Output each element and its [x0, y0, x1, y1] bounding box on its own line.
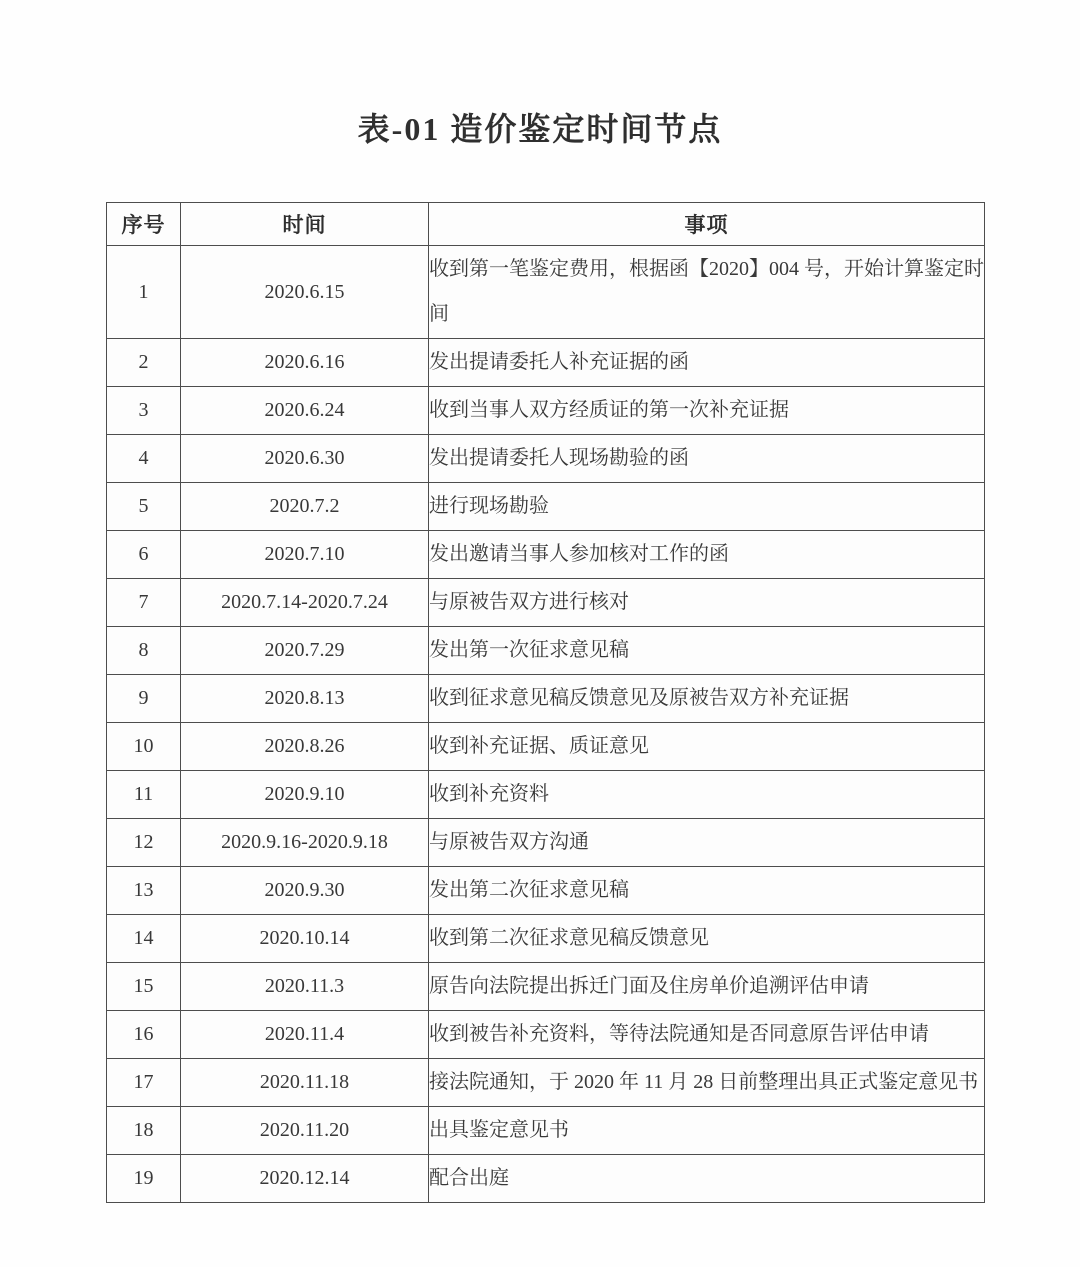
table-row: [107, 531, 985, 579]
cell-no: 9: [107, 675, 181, 723]
table-row: [107, 579, 985, 627]
table-row: [107, 771, 985, 819]
cell-event: 收到第二次征求意见稿反馈意见: [429, 915, 985, 963]
cell-event: 进行现场勘验: [429, 483, 985, 531]
table-row: [107, 435, 985, 483]
table-row: [107, 1107, 985, 1155]
cell-no: 18: [107, 1107, 181, 1155]
cell-no: 19: [107, 1155, 181, 1203]
cell-time: 2020.11.3: [181, 963, 429, 1011]
table-row: [107, 675, 985, 723]
cell-no: 5: [107, 483, 181, 531]
cell-event: 与原被告双方沟通: [429, 819, 985, 867]
cell-time: 2020.9.16-2020.9.18: [181, 819, 429, 867]
cell-time: 2020.9.10: [181, 771, 429, 819]
table-row: [107, 483, 985, 531]
timeline-table: [106, 202, 985, 1203]
table-row: [107, 339, 985, 387]
cell-no: 8: [107, 627, 181, 675]
table-row: [107, 723, 985, 771]
cell-time: 2020.7.29: [181, 627, 429, 675]
cell-event: 配合出庭: [429, 1155, 985, 1203]
table-row: [107, 1011, 985, 1059]
table-row: [107, 627, 985, 675]
table-row: [107, 387, 985, 435]
cell-time: 2020.8.13: [181, 675, 429, 723]
cell-no: 2: [107, 339, 181, 387]
cell-time: 2020.9.30: [181, 867, 429, 915]
cell-no: 16: [107, 1011, 181, 1059]
cell-time: 2020.6.24: [181, 387, 429, 435]
cell-time: 2020.11.4: [181, 1011, 429, 1059]
cell-event: 发出提请委托人补充证据的函: [429, 339, 985, 387]
cell-event: 原告向法院提出拆迁门面及住房单价追溯评估申请: [429, 963, 985, 1011]
cell-time: 2020.12.14: [181, 1155, 429, 1203]
cell-time: 2020.7.14-2020.7.24: [181, 579, 429, 627]
cell-time: 2020.6.15: [181, 246, 429, 339]
cell-event: 发出邀请当事人参加核对工作的函: [429, 531, 985, 579]
cell-event: 发出第二次征求意见稿: [429, 867, 985, 915]
table-row: [107, 1059, 985, 1107]
cell-no: 4: [107, 435, 181, 483]
cell-time: 2020.6.16: [181, 339, 429, 387]
col-header-time: 时间: [181, 203, 429, 246]
cell-no: 6: [107, 531, 181, 579]
col-header-event: 事项: [429, 203, 985, 246]
cell-no: 10: [107, 723, 181, 771]
cell-no: 13: [107, 867, 181, 915]
cell-no: 3: [107, 387, 181, 435]
cell-event: 发出第一次征求意见稿: [429, 627, 985, 675]
table-header: [107, 203, 985, 246]
cell-event: 收到补充资料: [429, 771, 985, 819]
cell-no: 15: [107, 963, 181, 1011]
cell-event: 收到当事人双方经质证的第一次补充证据: [429, 387, 985, 435]
table-row: [107, 1155, 985, 1203]
table-body: [107, 246, 985, 1203]
cell-no: 1: [107, 246, 181, 339]
cell-no: 14: [107, 915, 181, 963]
cell-time: 2020.6.30: [181, 435, 429, 483]
cell-no: 12: [107, 819, 181, 867]
table-row: [107, 819, 985, 867]
table-row: [107, 963, 985, 1011]
cell-event: 接法院通知，于 2020 年 11 月 28 日前整理出具正式鉴定意见书: [429, 1059, 985, 1107]
col-header-no: 序号: [107, 203, 181, 246]
cell-event: 收到补充证据、质证意见: [429, 723, 985, 771]
cell-event: 收到征求意见稿反馈意见及原被告双方补充证据: [429, 675, 985, 723]
table-row: [107, 246, 985, 339]
cell-event: 出具鉴定意见书: [429, 1107, 985, 1155]
cell-time: 2020.7.10: [181, 531, 429, 579]
cell-no: 17: [107, 1059, 181, 1107]
cell-event: 收到被告补充资料，等待法院通知是否同意原告评估申请: [429, 1011, 985, 1059]
table-row: [107, 915, 985, 963]
cell-event: 发出提请委托人现场勘验的函: [429, 435, 985, 483]
table-row: [107, 867, 985, 915]
cell-time: 2020.10.14: [181, 915, 429, 963]
cell-event: 与原被告双方进行核对: [429, 579, 985, 627]
header-row: [107, 203, 985, 246]
cell-no: 7: [107, 579, 181, 627]
cell-event: 收到第一笔鉴定费用，根据函【2020】004 号，开始计算鉴定时间: [429, 246, 985, 339]
cell-time: 2020.11.18: [181, 1059, 429, 1107]
page-title: 表-01 造价鉴定时间节点: [357, 111, 723, 147]
cell-no: 11: [107, 771, 181, 819]
cell-time: 2020.7.2: [181, 483, 429, 531]
cell-time: 2020.11.20: [181, 1107, 429, 1155]
cell-time: 2020.8.26: [181, 723, 429, 771]
